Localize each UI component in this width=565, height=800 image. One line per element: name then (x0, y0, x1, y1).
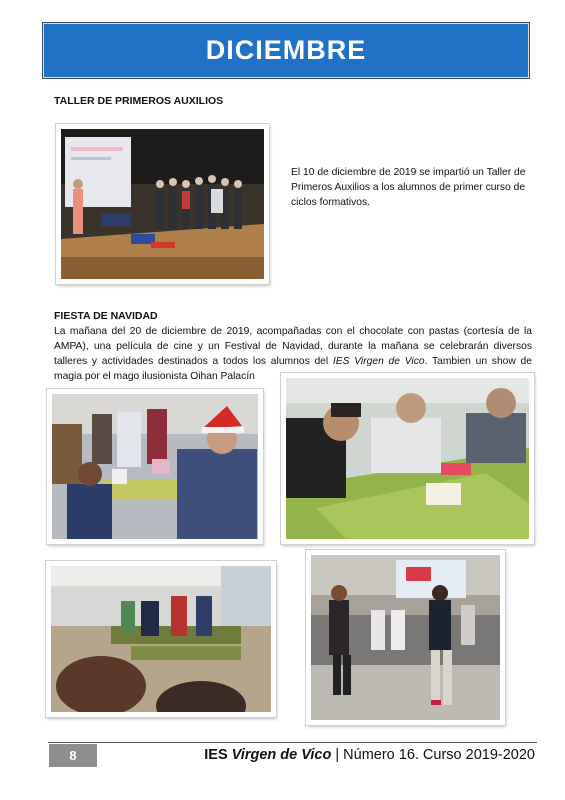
footer-school-prefix: IES (204, 747, 232, 763)
first-aid-description: El 10 de diciembre de 2019 se impartió un Taller de Primeros Auxilios a los alumnos de primer curso de ciclos formativos. (291, 167, 526, 208)
school-name-italic: IES Virgen de Vico (332, 356, 425, 367)
photo-first-aid-workshop (56, 124, 269, 284)
page-title: DICIEMBRE (205, 35, 367, 65)
christmas-description-part1: La mañana del 20 de diciembre de 2019, acompañadas con el chocolate con pastas (cortesía de la AMPA), una película de cine y un Festival de Navidad, durante la mañana se celebrarán diversos talleres y actividades destinados a todos los alumnos del (54, 326, 532, 367)
footer-divider (48, 742, 537, 743)
title-banner (42, 22, 530, 79)
photo-students-drawing (281, 373, 534, 544)
footer-issue: | Número 16. Curso 2019-2020 (331, 747, 535, 763)
page-number-box (49, 744, 97, 767)
section-heading-first-aid: TALLER DE PRIMEROS AUXILIOS (54, 95, 224, 107)
christmas-description-part2: . Tambien un show de magia por el mago ilusionista Oihan Palacín (54, 356, 533, 382)
footer-school-name: Virgen de Vico (231, 747, 332, 763)
page-number: 8 (69, 748, 77, 763)
section-heading-christmas: FIESTA DE NAVIDAD (54, 310, 158, 322)
photo-dance-performance (306, 550, 505, 725)
footer-publication (204, 747, 535, 763)
photo-classroom-greenery (46, 561, 276, 717)
photo-christmas-crafts (47, 389, 263, 544)
